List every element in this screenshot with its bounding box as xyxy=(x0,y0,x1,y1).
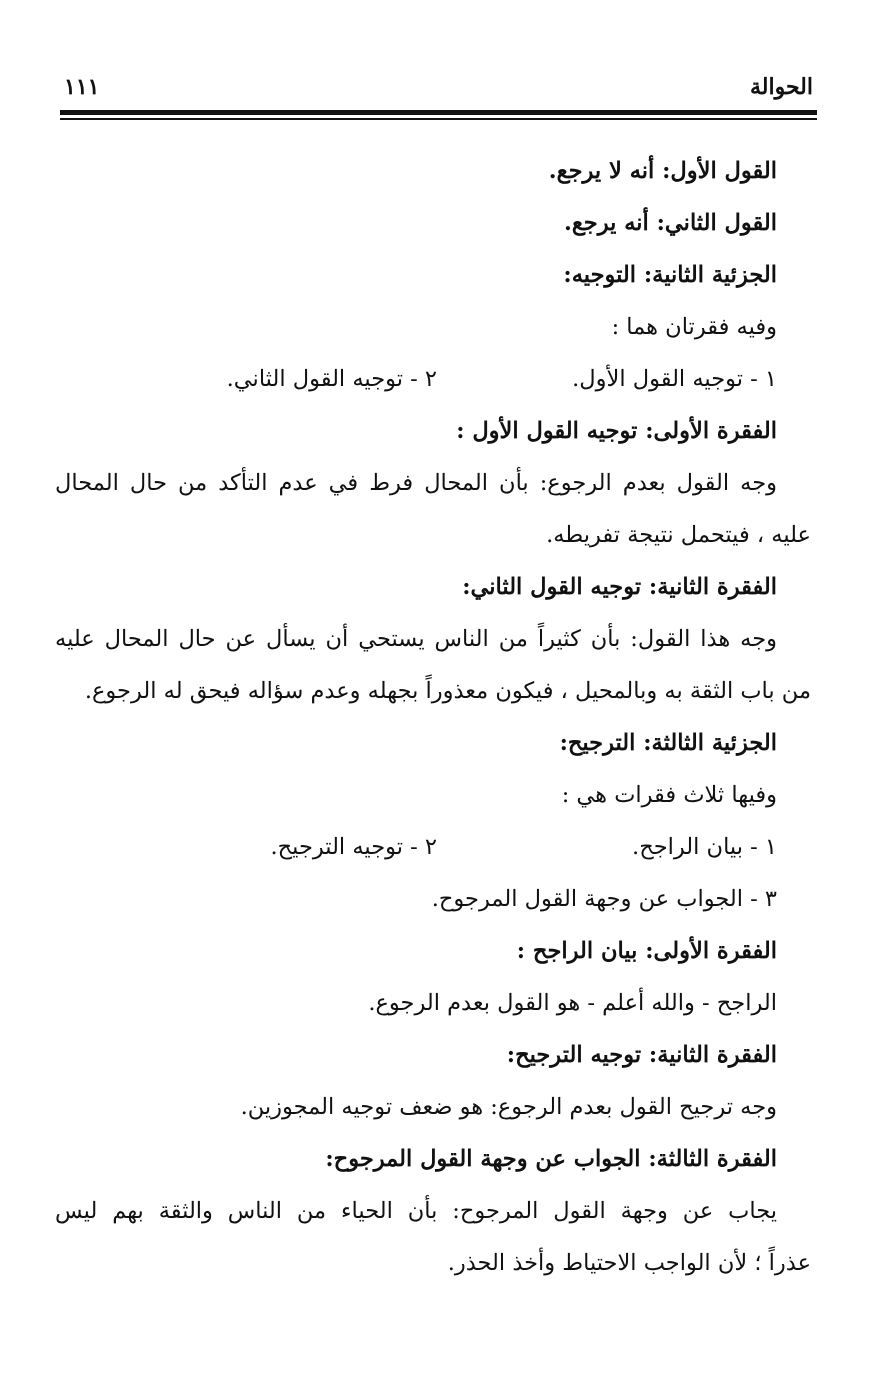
heading-paragraph-two: الفقرة الثانية: توجيه القول الثاني: xyxy=(462,574,777,600)
header-rule-thin xyxy=(60,118,817,120)
heading-paragraph-one: الفقرة الأولى: توجيه القول الأول : xyxy=(456,418,777,444)
paragraph-line: وفيها ثلاث فقرات هي : xyxy=(561,782,777,808)
paragraph-line: وفيه فقرتان هما : xyxy=(611,314,777,340)
heading-second-opinion: القول الثاني: أنه يرجع. xyxy=(563,210,777,236)
list-item: ١ - توجيه القول الأول. xyxy=(572,366,777,392)
list-item: ٢ - توجيه الترجيح. xyxy=(270,834,437,860)
list-row xyxy=(55,353,811,405)
list-item: ٢ - توجيه القول الثاني. xyxy=(226,366,437,392)
body-text xyxy=(55,145,811,1289)
paragraph-line: من باب الثقة به وبالمحيل ، فيكون معذوراً بجهله وعدم سؤاله فيحق له الرجوع. xyxy=(84,678,811,704)
list-item: ١ - بيان الراجح. xyxy=(632,834,777,860)
paragraph-line: وجه ترجيح القول بعدم الرجوع: هو ضعف توجيه المجوزين. xyxy=(240,1094,777,1120)
heading-preferred-view: الفقرة الأولى: بيان الراجح : xyxy=(516,938,777,964)
paragraph-line: الراجح - والله أعلم - هو القول بعدم الرجوع. xyxy=(368,990,777,1016)
header-rule-thick xyxy=(60,110,817,115)
paragraph-line: وجه القول بعدم الرجوع: بأن المحال فرط في عدم التأكد من حال المحال xyxy=(55,470,777,496)
running-title: الحوالة xyxy=(750,74,813,100)
page-header xyxy=(62,70,813,106)
paragraph-line: وجه هذا القول: بأن كثيراً من الناس يستحي أن يسأل عن حال المحال عليه xyxy=(55,626,777,652)
heading-part-three: الجزئية الثالثة: الترجيح: xyxy=(559,730,777,756)
paragraph-line: عليه ، فيتحمل نتيجة تفريطه. xyxy=(546,522,811,548)
heading-part-two: الجزئية الثانية: التوجيه: xyxy=(563,262,777,288)
heading-answer-weaker-view: الفقرة الثالثة: الجواب عن وجهة القول المرجوح: xyxy=(325,1146,777,1172)
list-row xyxy=(55,821,811,873)
paragraph-line: يجاب عن وجهة القول المرجوح: بأن الحياء من الناس والثقة بهم ليس xyxy=(55,1198,777,1224)
heading-first-opinion: القول الأول: أنه لا يرجع. xyxy=(548,158,777,184)
paragraph-line: عذراً ؛ لأن الواجب الاحتياط وأخذ الحذر. xyxy=(447,1250,811,1276)
heading-preference-reason: الفقرة الثانية: توجيه الترجيح: xyxy=(506,1042,777,1068)
page-number: ١١١ xyxy=(64,74,100,100)
list-item: ٣ - الجواب عن وجهة القول المرجوح. xyxy=(431,886,777,912)
